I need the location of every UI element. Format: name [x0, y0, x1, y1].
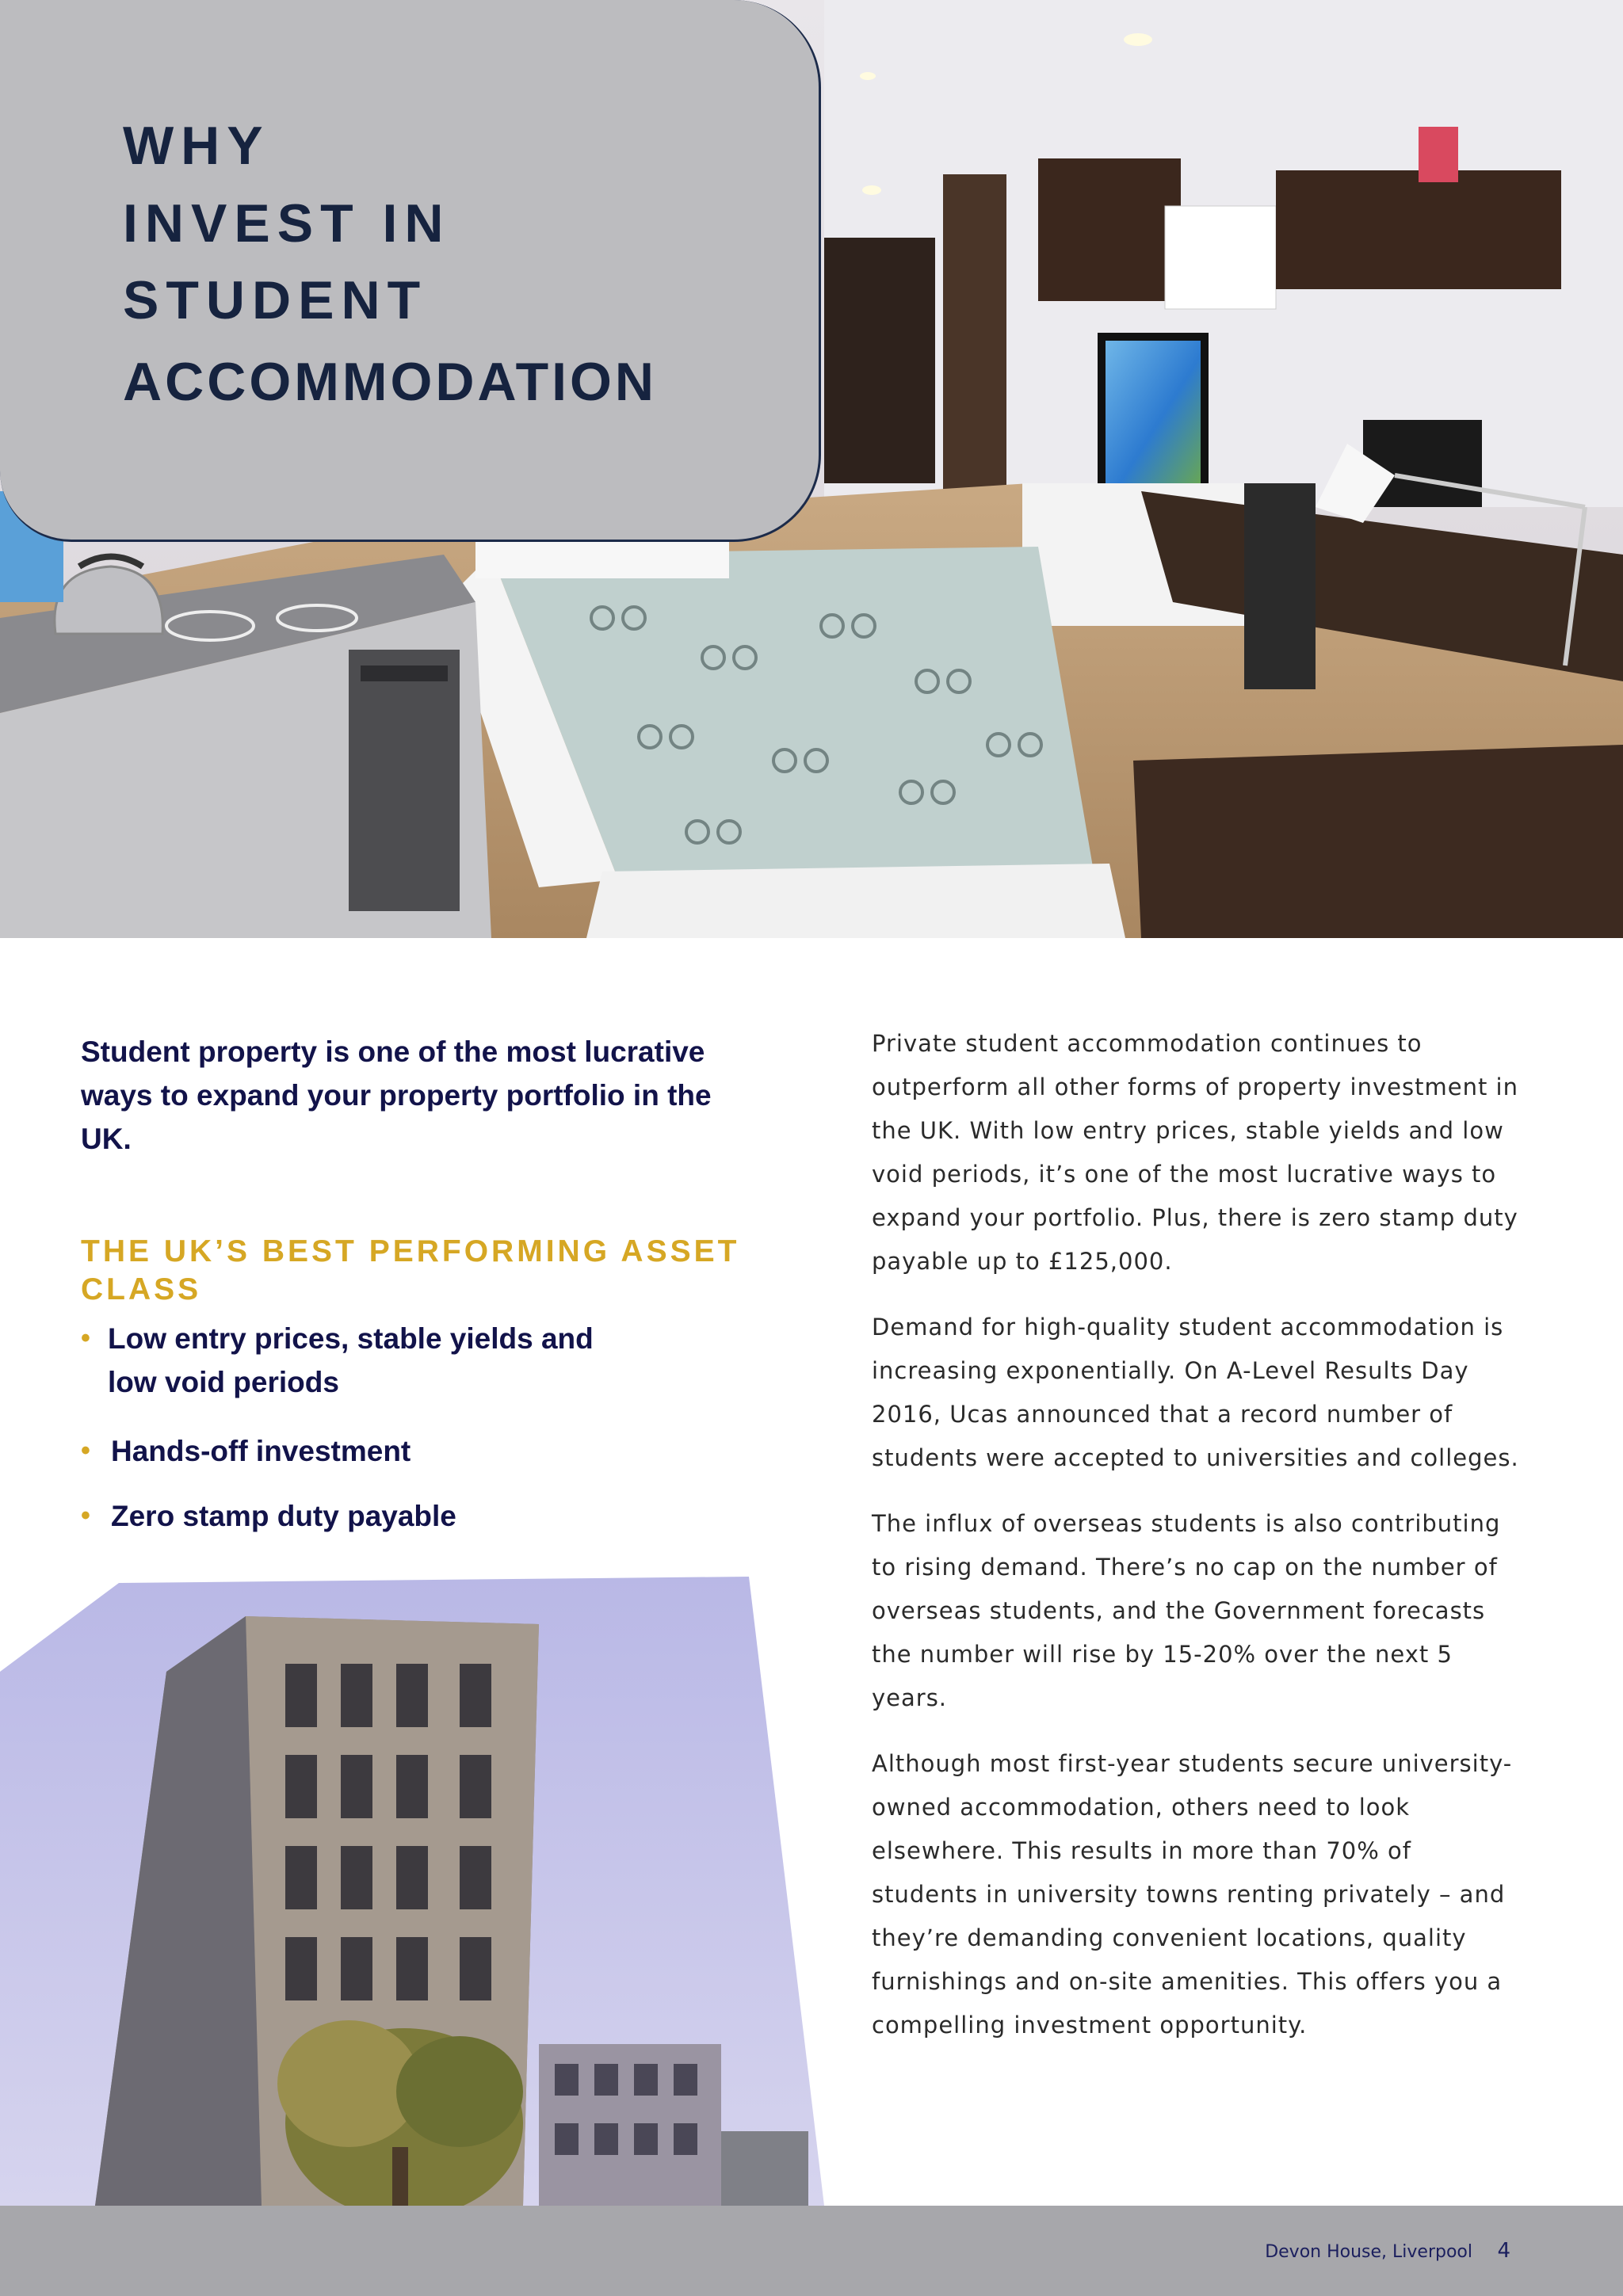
bullet-text: Low entry prices, stable yields and — [108, 1322, 594, 1355]
title-line-4: ACCOMMODATION — [123, 352, 657, 412]
page-footer — [0, 2206, 1623, 2296]
bullet-text: low void periods — [108, 1366, 339, 1398]
body-paragraph-2: Demand for high-quality student accommodation is increasing exponentially. On A-Level Results Day 2016, Ucas announced that a record number of students were accepted to universities and colleges. — [872, 1314, 1519, 1471]
body-paragraph-3: The influx of overseas students is also contributing to rising demand. There’s no cap on the number of overseas students, and the Government forecasts the number will rise by 15-20% over the next 5 years. — [872, 1510, 1501, 1711]
body-paragraph-1: Private student accommodation continues to outperform all other forms of property investment in the UK. With low entry prices, stable yields and low void periods, it’s one of the most lucrative ways to expand your portfolio. Plus, there is zero stamp duty payable up to £125,000. — [872, 1030, 1518, 1275]
page-number: 4 — [1497, 2239, 1510, 2263]
lead-statement: Student property is one of the most lucrative ways to expand your property portfolio in the UK. — [81, 1035, 712, 1155]
bullet-text: Hands-off investment — [111, 1435, 411, 1467]
asset-class-heading: THE UK’S BEST PERFORMING ASSET CLASS — [81, 1234, 740, 1306]
title-line-2: INVEST IN — [123, 193, 451, 254]
bullet-text: Zero stamp duty payable — [111, 1500, 456, 1532]
body-text-column — [872, 1022, 1522, 2069]
footer-location: Devon House, Liverpool — [1265, 2242, 1472, 2262]
title-line-1: WHY — [123, 116, 270, 176]
title-line-3: STUDENT — [123, 270, 428, 330]
bullet-dot-icon: • — [81, 1323, 90, 1353]
building-photo — [0, 1577, 824, 2206]
body-paragraph-4: Although most first-year students secure university-owned accommodation, others need to look elsewhere. This results in more than 70% of students in university towns renting privately – and they’re demanding convenient locations, quality furnishings and on-site amenities. This offers you a compelling investment opportunity. — [872, 1750, 1513, 2039]
building-illustration — [0, 1577, 824, 2206]
bullet-dot-icon: • — [81, 1501, 90, 1531]
bullet-dot-icon: • — [81, 1436, 90, 1466]
title-panel — [0, 0, 821, 542]
